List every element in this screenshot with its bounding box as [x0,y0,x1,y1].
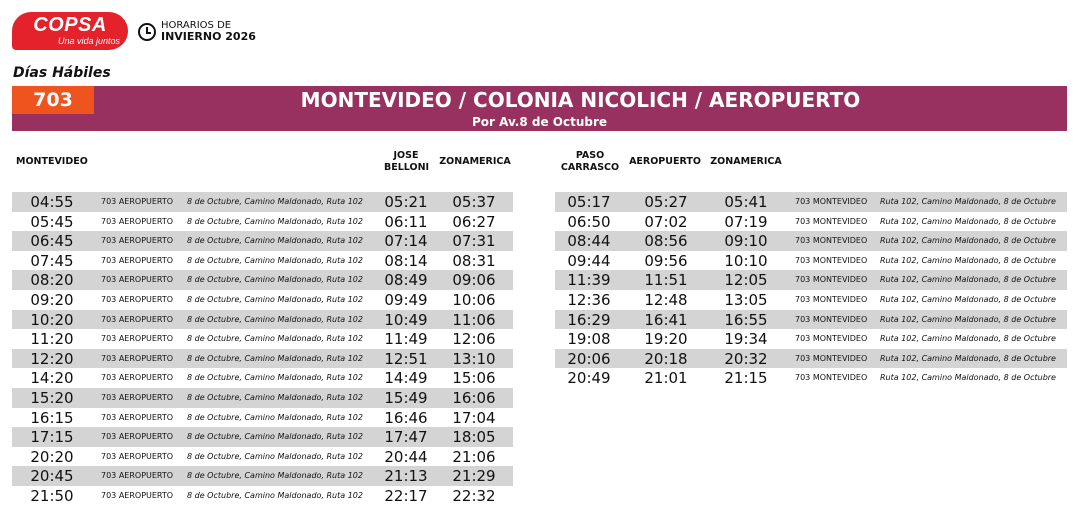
route-subtitle: Por Av.8 de Octubre [12,114,1067,131]
outbound-stop2-header: ZONAMERICA [439,156,511,167]
destination-label: 703 MONTEVIDEO [795,295,868,304]
origin-time: 08:44 [567,232,611,251]
stop2-time: 20:32 [724,349,768,368]
table-row [12,427,513,447]
route-via: Ruta 102, Camino Maldonado, 8 de Octubre [880,275,1056,285]
stop1-time: 11:51 [644,271,688,290]
stop1-time: 08:56 [644,232,688,251]
table-row [555,192,1067,212]
stop1-time: 22:17 [384,487,428,505]
stop2-time: 12:06 [452,330,496,349]
origin-time: 11:39 [567,271,611,290]
destination-label: 703 AEROPUERTO [101,197,174,206]
table-row [12,486,513,506]
inbound-stop2-header: ZONAMERICA [710,156,782,167]
outbound-stop1-header: JOSE BELLONI [384,150,430,173]
destination-label: 703 MONTEVIDEO [795,373,868,383]
stop1-time: 21:01 [644,369,688,388]
route-via: 8 de Octubre, Camino Maldonado, Ruta 102 [187,451,363,461]
departure-time: 20:20 [30,447,74,466]
departure-time: 15:20 [30,389,74,407]
origin-time: 06:50 [567,212,611,231]
route-via: 8 de Octubre, Camino Maldonado, Ruta 102 [187,275,363,285]
stop2-time: 06:27 [452,212,496,231]
destination-label: 703 MONTEVIDEO [795,314,868,324]
destination-label: 703 AEROPUERTO [101,412,174,422]
route-via: 8 de Octubre, Camino Maldonado, Ruta 102 [187,197,363,206]
destination-label: 703 MONTEVIDEO [795,275,868,285]
table-row [555,251,1067,271]
stop2-time: 09:10 [724,232,768,251]
route-via: Ruta 102, Camino Maldonado, 8 de Octubre [880,295,1056,304]
route-via: 8 de Octubre, Camino Maldonado, Ruta 102 [187,314,363,324]
stop2-time: 12:05 [724,271,768,290]
stop2-time: 05:37 [452,193,496,211]
departure-time: 17:15 [30,428,74,447]
route-via: 8 de Octubre, Camino Maldonado, Ruta 102 [187,216,363,226]
origin-time: 12:36 [567,291,611,309]
table-row [555,270,1067,290]
route-title: MONTEVIDEO / COLONIA NICOLICH / AEROPUERTO [300,88,861,112]
route-via: 8 de Octubre, Camino Maldonado, Ruta 102 [187,471,363,481]
route-number: 703 [12,86,94,114]
destination-label: 703 MONTEVIDEO [795,353,868,363]
departure-time: 20:45 [30,467,74,486]
inbound-stop1-header: AEROPUERTO [629,156,701,167]
destination-label: 703 AEROPUERTO [101,216,174,226]
table-row [555,349,1067,369]
route-via: 8 de Octubre, Camino Maldonado, Ruta 102 [187,432,363,442]
route-banner [12,86,1067,114]
departure-time: 08:20 [30,271,74,290]
stop2-time: 08:31 [452,251,496,270]
departure-time: 05:45 [30,212,74,231]
stop2-time: 22:32 [452,487,496,505]
season-name: INVIERNO 2026 [161,30,256,43]
stop1-time: 20:18 [644,349,688,368]
departure-time: 10:20 [30,310,74,329]
table-row [12,290,513,310]
stop2-time: 15:06 [452,369,496,388]
stop1-time: 19:20 [644,330,688,349]
destination-label: 703 AEROPUERTO [101,295,174,304]
stop2-time: 17:04 [452,408,496,427]
departure-time: 07:45 [30,251,74,270]
departure-time: 06:45 [30,232,74,251]
table-row [555,329,1067,349]
destination-label: 703 MONTEVIDEO [795,255,868,265]
origin-time: 20:49 [567,369,611,388]
season-label: HORARIOS DE [161,20,232,31]
departure-time: 12:20 [30,349,74,368]
stop1-time: 08:49 [384,271,428,290]
origin-time: 20:06 [567,349,611,368]
stop1-time: 07:14 [384,232,428,251]
route-via: 8 de Octubre, Camino Maldonado, Ruta 102 [187,353,363,363]
stop2-time: 07:19 [724,212,768,231]
stop2-time: 10:10 [724,251,768,270]
stop2-time: 13:05 [724,291,768,309]
route-via: Ruta 102, Camino Maldonado, 8 de Octubre [880,314,1056,324]
table-row [12,310,513,330]
destination-label: 703 AEROPUERTO [101,275,174,285]
destination-label: 703 AEROPUERTO [101,334,174,344]
destination-label: 703 AEROPUERTO [101,393,174,402]
departure-time: 09:20 [30,291,74,309]
route-via: 8 de Octubre, Camino Maldonado, Ruta 102 [187,255,363,265]
destination-label: 703 AEROPUERTO [101,314,174,324]
stop1-time: 12:48 [644,291,688,309]
table-row [12,408,513,428]
stop1-time: 20:44 [384,447,428,466]
table-row [12,270,513,290]
stop2-time: 18:05 [452,428,496,447]
destination-label: 703 AEROPUERTO [101,471,174,481]
inbound-origin-header: PASO CARRASCO [560,150,620,173]
table-row [12,192,513,212]
departure-time: 14:20 [30,369,74,388]
stop2-time: 13:10 [452,349,496,368]
logo-name: COPSA [33,14,107,36]
stop2-time: 10:06 [452,291,496,309]
departure-time: 11:20 [30,330,74,349]
logo-tagline: Una vida juntos [57,36,121,46]
stop2-time: 21:06 [452,447,496,466]
stop2-time: 05:41 [724,193,768,211]
route-via: Ruta 102, Camino Maldonado, 8 de Octubre [880,236,1056,246]
destination-label: 703 AEROPUERTO [101,373,174,383]
route-via: Ruta 102, Camino Maldonado, 8 de Octubre [880,197,1056,206]
route-via: 8 de Octubre, Camino Maldonado, Ruta 102 [187,393,363,402]
stop2-time: 21:15 [724,369,768,388]
route-via: Ruta 102, Camino Maldonado, 8 de Octubre [880,216,1056,226]
origin-time: 09:44 [567,251,611,270]
stop2-time: 11:06 [452,310,496,329]
destination-label: 703 AEROPUERTO [101,432,174,442]
route-via: Ruta 102, Camino Maldonado, 8 de Octubre [880,373,1056,383]
table-row [12,329,513,349]
table-row [555,231,1067,251]
destination-label: 703 MONTEVIDEO [795,197,868,206]
destination-label: 703 AEROPUERTO [101,255,174,265]
origin-time: 16:29 [567,310,611,329]
route-via: 8 de Octubre, Camino Maldonado, Ruta 102 [187,491,363,500]
origin-time: 05:17 [567,193,611,211]
stop1-time: 06:11 [384,212,428,231]
route-via: 8 de Octubre, Camino Maldonado, Ruta 102 [187,295,363,304]
stop1-time: 14:49 [384,369,428,388]
table-row [12,447,513,467]
table-row [12,388,513,408]
stop1-time: 12:51 [384,349,428,368]
stop1-time: 09:49 [384,291,428,309]
route-via: 8 de Octubre, Camino Maldonado, Ruta 102 [187,334,363,344]
stop2-time: 07:31 [452,232,496,251]
stop1-time: 16:41 [644,310,688,329]
stop2-time: 19:34 [724,330,768,349]
copsa-logo [12,12,128,50]
destination-label: 703 AEROPUERTO [101,491,174,500]
departure-time: 04:55 [30,193,74,211]
destination-label: 703 MONTEVIDEO [795,236,868,246]
stop1-time: 21:13 [384,467,428,486]
stop1-time: 08:14 [384,251,428,270]
stop1-time: 17:47 [384,428,428,447]
destination-label: 703 AEROPUERTO [101,353,174,363]
table-row [555,368,1067,388]
stop1-time: 10:49 [384,310,428,329]
departure-time: 21:50 [30,487,74,505]
destination-label: 703 AEROPUERTO [101,236,174,246]
stop1-time: 07:02 [644,212,688,231]
clock-icon [138,23,156,41]
route-via: 8 de Octubre, Camino Maldonado, Ruta 102 [187,373,363,383]
stop1-time: 09:56 [644,251,688,270]
stop1-time: 05:21 [384,193,428,211]
table-row [12,251,513,271]
stop2-time: 16:55 [724,310,768,329]
stop2-time: 21:29 [452,467,496,486]
table-row [555,310,1067,330]
table-row [12,466,513,486]
stop1-time: 05:27 [644,193,688,211]
route-via: Ruta 102, Camino Maldonado, 8 de Octubre [880,353,1056,363]
destination-label: 703 MONTEVIDEO [795,334,868,344]
route-via: 8 de Octubre, Camino Maldonado, Ruta 102 [187,236,363,246]
route-via: Ruta 102, Camino Maldonado, 8 de Octubre [880,255,1056,265]
route-via: Ruta 102, Camino Maldonado, 8 de Octubre [880,334,1056,344]
table-row [12,231,513,251]
table-row [555,212,1067,232]
stop1-time: 15:49 [384,389,428,407]
stop2-time: 09:06 [452,271,496,290]
day-type-label: Días Hábiles [13,65,111,81]
table-row [12,349,513,369]
stop1-time: 16:46 [384,408,428,427]
destination-label: 703 AEROPUERTO [101,451,174,461]
route-via: 8 de Octubre, Camino Maldonado, Ruta 102 [187,412,363,422]
stop2-time: 16:06 [452,389,496,407]
outbound-origin-header: MONTEVIDEO [16,156,88,167]
table-row [12,368,513,388]
origin-time: 19:08 [567,330,611,349]
stop1-time: 11:49 [384,330,428,349]
destination-label: 703 MONTEVIDEO [795,216,868,226]
table-row [12,212,513,232]
table-row [555,290,1067,310]
departure-time: 16:15 [30,408,74,427]
